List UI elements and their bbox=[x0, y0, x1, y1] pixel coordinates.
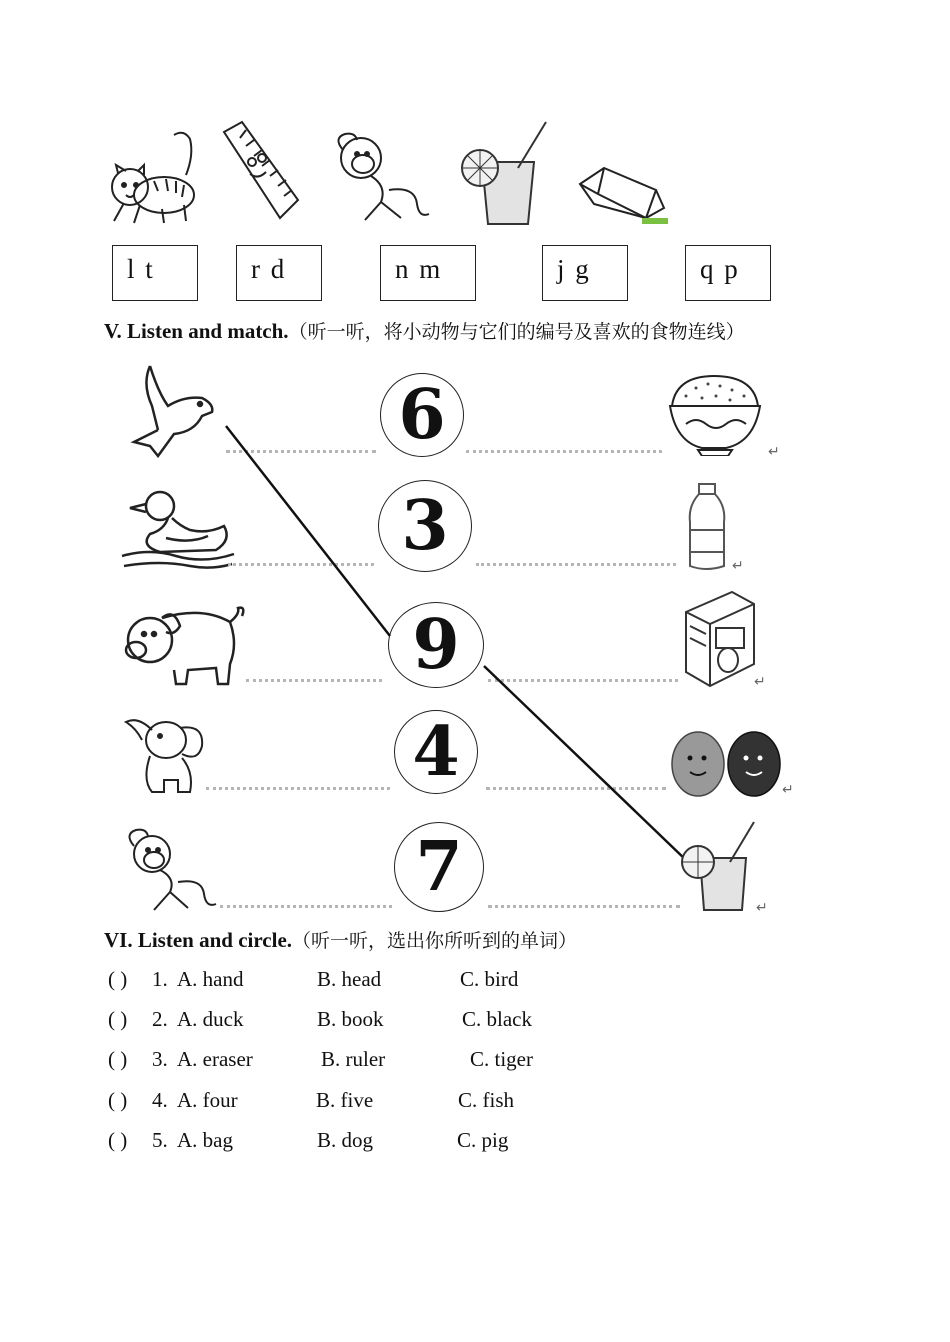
option-b[interactable]: B. five bbox=[316, 1088, 374, 1112]
question-row-2 bbox=[108, 1007, 668, 1033]
answer-blank[interactable]: ( ) bbox=[108, 1088, 128, 1112]
option-a[interactable]: A. duck bbox=[177, 1007, 244, 1031]
option-c[interactable]: C. tiger bbox=[470, 1047, 533, 1071]
juice-icon bbox=[680, 818, 762, 914]
match-line-bird-9 bbox=[226, 426, 390, 636]
section-6-instruction: （听一听，选出你所听到的单词） bbox=[292, 930, 578, 952]
eggs-icon bbox=[668, 726, 784, 798]
option-b[interactable]: B. dog bbox=[317, 1128, 374, 1152]
option-a[interactable]: A. bag bbox=[177, 1128, 233, 1152]
question-row-3 bbox=[108, 1047, 668, 1073]
option-b[interactable]: B. book bbox=[317, 1007, 384, 1031]
option-b[interactable]: B. head bbox=[317, 967, 382, 991]
answer-blank[interactable]: ( ) bbox=[108, 1007, 128, 1031]
water-bottle-icon bbox=[686, 482, 728, 572]
question-number: 3. bbox=[152, 1047, 168, 1071]
answer-blank[interactable]: ( ) bbox=[108, 1128, 128, 1152]
letter-choice: r d bbox=[251, 254, 287, 284]
number-label: 6 bbox=[398, 375, 446, 455]
option-a[interactable]: A. eraser bbox=[177, 1047, 253, 1071]
paragraph-mark: ↵ bbox=[756, 900, 768, 916]
section-5-instruction: （听一听，将小动物与它们的编号及喜欢的食物连线） bbox=[288, 321, 745, 343]
question-number: 2. bbox=[152, 1007, 168, 1031]
paragraph-mark: ↵ bbox=[732, 558, 744, 574]
rice-bowl-icon bbox=[666, 372, 764, 456]
question-row-4 bbox=[108, 1088, 668, 1114]
option-c[interactable]: C. pig bbox=[457, 1128, 509, 1152]
number-label: 4 bbox=[412, 712, 460, 792]
option-a[interactable]: A. four bbox=[177, 1088, 238, 1112]
letter-choice: n m bbox=[395, 254, 443, 284]
letter-choice: q p bbox=[700, 254, 740, 284]
milk-box-icon bbox=[680, 588, 760, 688]
match-line-9-juice bbox=[484, 666, 688, 862]
option-a[interactable]: A. hand bbox=[177, 967, 244, 991]
number-label: 9 bbox=[412, 605, 460, 685]
option-c[interactable]: C. fish bbox=[458, 1088, 515, 1112]
letter-choice: l t bbox=[127, 254, 155, 284]
letter-choice: j g bbox=[557, 254, 591, 284]
number-label: 7 bbox=[415, 827, 463, 907]
question-row-5 bbox=[108, 1128, 668, 1154]
option-b[interactable]: B. ruler bbox=[321, 1047, 386, 1071]
option-c[interactable]: C. black bbox=[462, 1007, 532, 1031]
question-number: 5. bbox=[152, 1128, 168, 1152]
section-6-title: VI. Listen and circle. bbox=[104, 928, 293, 952]
section-6-heading bbox=[104, 926, 577, 953]
question-number: 4. bbox=[152, 1088, 168, 1112]
paragraph-mark: ↵ bbox=[782, 782, 794, 798]
section-5-title: V. Listen and match. bbox=[104, 319, 289, 343]
answer-blank[interactable]: ( ) bbox=[108, 967, 128, 991]
number-label: 3 bbox=[401, 486, 449, 566]
option-c[interactable]: C. bird bbox=[460, 967, 519, 991]
paragraph-mark: ↵ bbox=[768, 444, 780, 460]
answer-blank[interactable]: ( ) bbox=[108, 1047, 128, 1071]
question-row-1 bbox=[108, 967, 668, 993]
question-number: 1. bbox=[152, 967, 168, 991]
paragraph-mark: ↵ bbox=[754, 674, 766, 690]
